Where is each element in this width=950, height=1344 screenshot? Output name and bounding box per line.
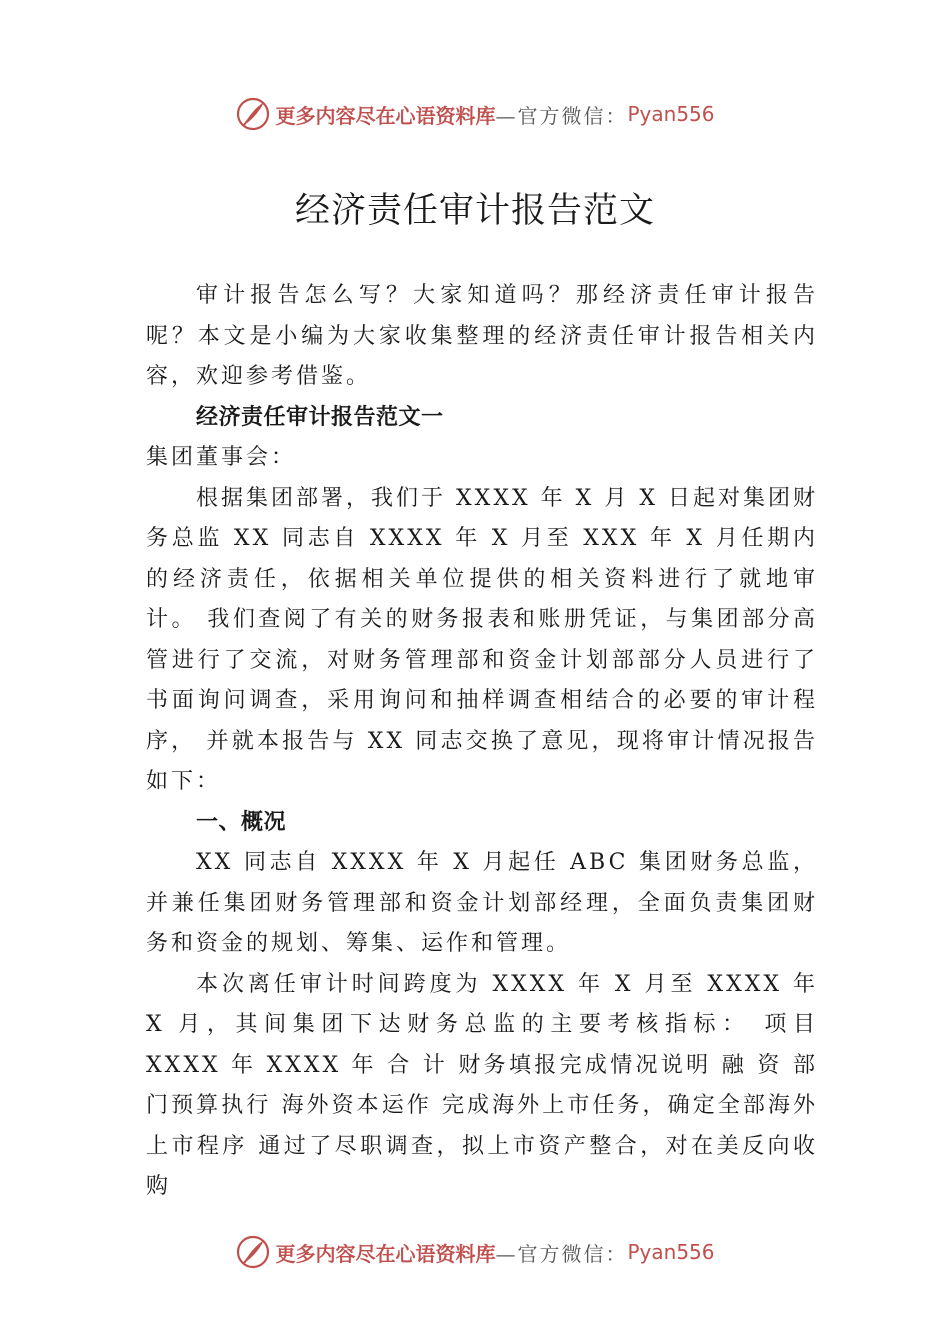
salutation: 集团董事会： <box>146 445 297 470</box>
body-paragraph-3: 本次离任审计时间跨度为 XXXX 年 X 月至 XXXX 年 X 月，其间集团下达财务总监的主要考核指标： 项目 XXXX 年 XXXX 年 合 计 财务填报完成情况说明 融 资 部门预算执行 海外资本运作 完成海外上市任务，确定全部海外上市程序 通过了尽职调查，拟上市资产整合，对在美反向收购 <box>146 971 818 1199</box>
section-heading: 经济责任审计报告范文一 <box>196 404 444 430</box>
banner-wechat-id: Pyan556 <box>627 102 715 126</box>
overview-heading: 一、概况 <box>196 809 287 835</box>
footer-banner <box>0 1232 950 1272</box>
header-banner <box>0 94 950 134</box>
document-title: 经济责任审计报告范文 <box>294 191 655 231</box>
quill-seal-logo-icon <box>235 1234 271 1270</box>
banner-wechat-label: —官方微信： <box>495 103 628 128</box>
quill-seal-logo-icon <box>235 96 271 132</box>
banner-site-name: 更多内容尽在心语资料库 <box>275 103 496 128</box>
banner-wechat-label: —官方微信： <box>495 1241 628 1266</box>
banner-site-name: 更多内容尽在心语资料库 <box>275 1241 496 1266</box>
banner-wechat-id: Pyan556 <box>627 1240 715 1264</box>
body-paragraph-1: 根据集团部署，我们于 XXXX 年 X 月 X 日起对集团财务总监 XX 同志自 XXXX 年 X 月至 XXX 年 X 月任期内的经济责任，依据相关单位提供的相关资料进行了就地审计。 我们查阅了有关的财务报表和账册凭证，与集团部分高管进行了交流，对财务管理部和资金计划部部分人员进行了书面询问调查，采用询问和抽样调查相结合的必要的审计程序， 并就本报告与 XX 同志交换了意见，现将审计情况报告如下： <box>146 485 818 794</box>
body-paragraph-2: XX 同志自 XXXX 年 X 月起任 ABC 集团财务总监，并兼任集团财务管理部和资金计划部经理，全面负责集团财务和资金的规划、筹集、运作和管理。 <box>146 850 818 956</box>
intro-paragraph: 审计报告怎么写？大家知道吗？那经济责任审计报告呢？本文是小编为大家收集整理的经济责任审计报告相关内容，欢迎参考借鉴。 <box>146 283 818 389</box>
document-body <box>146 276 818 1208</box>
